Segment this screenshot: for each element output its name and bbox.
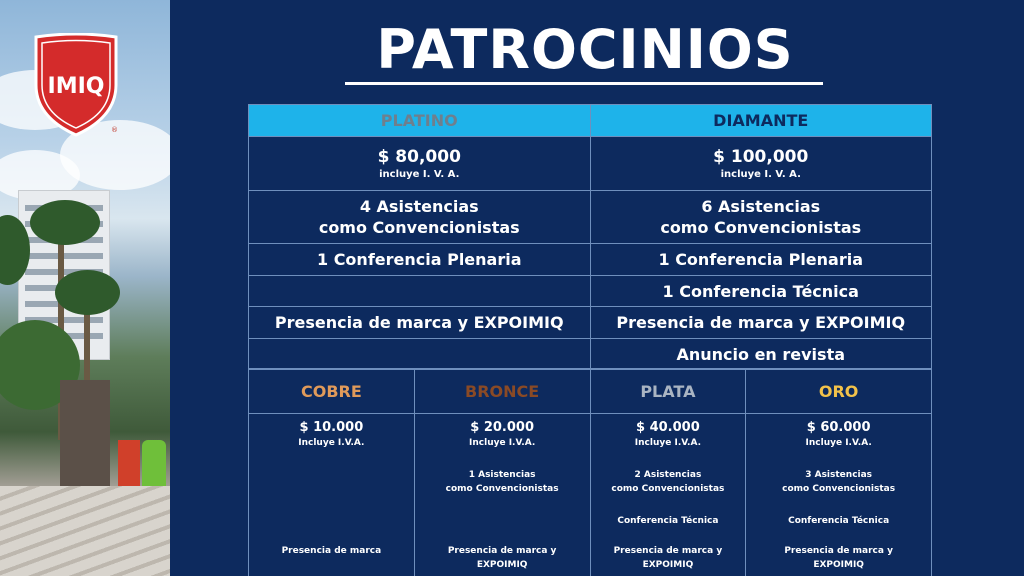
diamante-price: $ 100,000 [713, 147, 809, 167]
header-oro: ORO [746, 369, 932, 414]
diamante-tecnica: 1 Conferencia Técnica [590, 276, 932, 307]
plata-asist-2: como Convencionistas [611, 484, 725, 494]
platino-revista [249, 339, 591, 370]
oro-marca-2: EXPOIMIQ [813, 560, 864, 570]
header-platino: PLATINO [249, 105, 591, 137]
standard-sponsorship-table [248, 368, 932, 576]
diamante-asistencias [590, 191, 932, 244]
bronce-asist-1: 1 Asistencias [468, 470, 536, 480]
svg-text:IMIQ: IMIQ [47, 74, 105, 99]
bronce-marca-2: EXPOIMIQ [476, 560, 528, 570]
diamante-plenaria: 1 Conferencia Plenaria [590, 244, 932, 276]
platino-price-cell [249, 137, 591, 191]
plata-marca-2: EXPOIMIQ [642, 560, 694, 570]
platino-plenaria: 1 Conferencia Plenaria [249, 244, 591, 276]
imiq-logo [32, 33, 120, 137]
registered-mark: ® [111, 126, 118, 134]
page-title: PATROCINIOS [376, 18, 794, 81]
cobre-iva: Incluye I.V.A. [298, 438, 365, 448]
premium-sponsorship-table [248, 104, 932, 370]
plata-details [590, 414, 746, 576]
bronce-price: $ 20.000 [470, 420, 534, 435]
header-plata: PLATA [590, 369, 746, 414]
cobre-marca-1: Presencia de marca [281, 546, 382, 556]
plata-iva: Incluye I.V.A. [634, 438, 702, 448]
oro-details [746, 414, 932, 576]
plata-price: $ 40.000 [636, 420, 700, 435]
platino-iva: incluye I. V. A. [379, 169, 460, 180]
title-underline [345, 82, 823, 85]
platino-price: $ 80,000 [377, 147, 461, 167]
diamante-marca: Presencia de marca y EXPOIMIQ [590, 307, 932, 339]
oro-marca-1: Presencia de marca y [784, 546, 893, 556]
platino-tecnica [249, 276, 591, 307]
cobre-details [249, 414, 415, 576]
platino-marca: Presencia de marca y EXPOIMIQ [249, 307, 591, 339]
diamante-price-cell [590, 137, 932, 191]
header-cobre: COBRE [249, 369, 415, 414]
platino-asistencias-line1: 4 Asistencias [359, 197, 479, 216]
diamante-asistencias-line1: 6 Asistencias [701, 197, 821, 216]
bronce-details [414, 414, 590, 576]
header-bronce: BRONCE [414, 369, 590, 414]
header-diamante: DIAMANTE [590, 105, 932, 137]
oro-asist-2: como Convencionistas [782, 484, 896, 494]
oro-tecnica: Conferencia Técnica [788, 516, 890, 526]
bronce-marca-1: Presencia de marca y [447, 546, 557, 556]
plata-asist-1: 2 Asistencias [634, 470, 702, 480]
plata-tecnica: Conferencia Técnica [617, 516, 719, 526]
oro-price: $ 60.000 [806, 420, 871, 435]
bronce-iva: Incluye I.V.A. [469, 438, 536, 448]
cobre-price: $ 10.000 [299, 420, 364, 435]
diamante-asistencias-line2: como Convencionistas [660, 218, 862, 237]
bronce-asist-2: como Convencionistas [445, 484, 559, 494]
oro-iva: Incluye I.V.A. [805, 438, 872, 448]
platino-asistencias [249, 191, 591, 244]
platino-asistencias-line2: como Convencionistas [318, 218, 520, 237]
diamante-iva: incluye I. V. A. [720, 169, 801, 180]
diamante-revista: Anuncio en revista [590, 339, 932, 370]
oro-asist-1: 3 Asistencias [805, 470, 873, 480]
plata-marca-1: Presencia de marca y [613, 546, 723, 556]
